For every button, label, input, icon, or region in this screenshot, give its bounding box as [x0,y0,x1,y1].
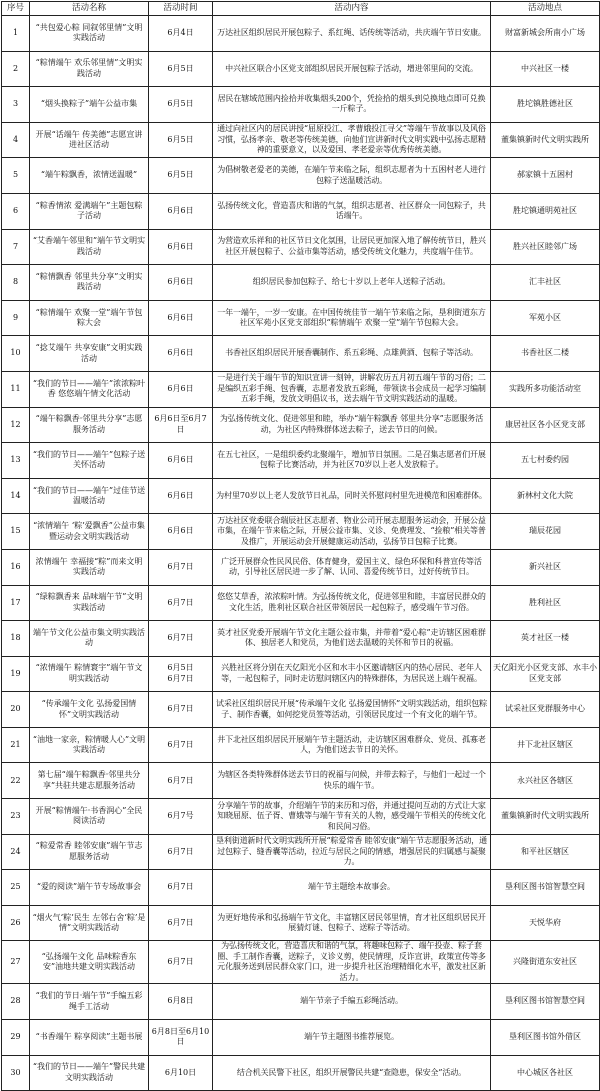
activity-place: 汇丰社区 [491,265,600,301]
table-row [2,229,600,265]
table-row [2,549,600,585]
activity-time: 6月5日 [149,158,213,194]
activity-name: “油地一家亲，粽情暖人心”文明实践活动 [30,727,149,763]
activity-content: 为营造欢乐祥和的社区节日文化氛围，让居民更加深入地了解传统节日，胜兴社区开展包粽子、公益市集等活动，感受传统文化魅力，共度端午佳节。 [213,229,491,265]
table-row [2,905,600,941]
activity-content: 通过向社区内的居民讲授“屈原投江、孝曹娥投江寻父”等端午节故事以及风俗习惯，弘扬孝亲、敬老等传统美德，向他们宣讲新时代文明实践中弘扬志愿精神的重要意义，以及爱国、孝老爱亲等优秀传统美德。 [213,122,491,158]
activity-place: 试采社区党群服务中心 [491,692,600,728]
activity-place: 胜利社区 [491,585,600,621]
table-row [2,158,600,194]
header-no: 序号 [2,2,30,16]
table-row [2,514,600,550]
activity-content: 组织居民参加包粽子、给七十岁以上老年人送粽子活动。 [213,265,491,301]
activity-time: 6月7日 [149,585,213,621]
activity-name: 开展“话端午 传美德”志愿宣讲进社区活动 [30,122,149,158]
table-body [2,16,600,1091]
row-number: 16 [2,549,30,585]
table-row [2,834,600,870]
table-row [2,87,600,123]
activity-name: “爱的阅读”端午节专场故事会 [30,870,149,906]
activity-content: 在五七社区，一是组织委约北聚端午，增加节日氛围。二是召集志愿者们开展包粽子比赛活动，并为社区70岁以上老人发放粽子。 [213,443,491,479]
activity-name: 开展“粽情端午·书香润心”全民阅读活动 [30,799,149,835]
activity-time: 6月7日 [149,941,213,984]
activity-schedule-table [1,1,600,1091]
table-row [2,336,600,372]
table-row [2,763,600,799]
activity-name: “粽情端午 欢乐邻里情”文明实践活动 [30,51,149,87]
table-row [2,1020,600,1056]
row-number: 26 [2,905,30,941]
activity-name: “艾香端午邻里和”端午节文明实践活动 [30,229,149,265]
table-row [2,371,600,407]
activity-place: 新林村文化大院 [491,478,600,514]
activity-place: 天悦华府 [491,905,600,941]
activity-name: “浓情端午 粽情寰宇”端午节文明实践活动 [30,656,149,692]
activity-time: 6月7日 [149,763,213,799]
table-row [2,656,600,692]
activity-content: 为村里70岁以上老人发放节日礼品，同时关怀慰问村里先进模范和困难群体。 [213,478,491,514]
activity-name: “烟火气‘粽’民生 左邻右舍‘粽’是情”文明实践活动 [30,905,149,941]
activity-content: 端午节主题绘本故事会。 [213,870,491,906]
row-number: 3 [2,87,30,123]
activity-place: 垦利区图书馆外借区 [491,1020,600,1056]
activity-place: 天亿阳光小区党支部、水丰小区党支部 [491,656,600,692]
activity-name: “烟头换粽子”端午公益市集 [30,87,149,123]
activity-time: 6月7日 [149,870,213,906]
activity-place: 井下北社区辖区 [491,727,600,763]
activity-place: 永兴社区各辖区 [491,763,600,799]
header-place: 活动地点 [491,2,600,16]
activity-content: 万达社区党委联合瑞辰社区志愿者、物业公司开展志愿服务运动会，开展公益市集，在端午节来临之际，开展公益市集、义诊、免费理发、“捡粮”相关等普及推广，开展运动会开展健康运动活动，弘扬节日包粽子比赛。 [213,514,491,550]
activity-content: 端午节亲子手编五彩绳活动。 [213,984,491,1020]
table-row [2,870,600,906]
activity-place: 胜兴社区睦邻广场 [491,229,600,265]
activity-time: 6月5日 [149,122,213,158]
activity-time: 6月7日 [149,834,213,870]
activity-time: 6月6日 [149,336,213,372]
activity-content: 端午节主题图书推荐展览。 [213,1020,491,1056]
activity-time: 6月7日 [149,727,213,763]
activity-time: 6月6日 [149,265,213,301]
activity-name: “粽情飘香 邻里共分享”文明实践活动 [30,265,149,301]
table-row [2,692,600,728]
table-row [2,1055,600,1091]
row-number: 30 [2,1055,30,1091]
activity-name: “传承端午文化 弘扬爱国情怀”文明实践活动 [30,692,149,728]
activity-time: 6月6日 [149,478,213,514]
row-number: 6 [2,193,30,229]
row-number: 2 [2,51,30,87]
activity-name: “捻艾端午 共享安康”文明实践活动 [30,336,149,372]
header-time: 活动时间 [149,2,213,16]
row-number: 11 [2,371,30,407]
activity-content: 英才社区党委开展端午节文化主题公益市集，并带着“爱心粽”走访辖区困难群体、独居老人和党员，为他们送去温暖的关怀和节日的祝福。 [213,621,491,657]
table-header-row [2,2,600,16]
activity-name: “粽情端午 欢聚一堂”端午节包粽大会 [30,300,149,336]
activity-content: 兴胜社区将分别在天亿阳光小区和水丰小区邀请辖区内的热心居民、老年人等，一起包粽子，同时走访慰问辖区内的特殊群体，为居民送上端午祝福。 [213,656,491,692]
activity-place: 五七村委约园 [491,443,600,479]
activity-content: 分享端午节的故事，介绍端午节的来历和习俗，并通过提问互动的方式让大家知晓屈原、伍子胥、曹娥等与端午节有关的人物，感受端午节相关的传统文化和民间习俗。 [213,799,491,835]
activity-content: 一是进行关于端午节的知识宣讲一刻钟，讲解农历五月初五端午节的习俗；二是编织五彩手绳、包香囊，志愿者发放五彩绳，带领读书会成员一起学习编制五彩手绳，发放文明倡议书，送去端午节文明实践活动的温暖。 [213,371,491,407]
activity-place: 新兴社区 [491,549,600,585]
activity-time: 6月5日 [149,51,213,87]
activity-content: 居民在辖域范围内捡拾并收集烟头200个，凭捡拾的烟头到兑换地点即可兑换一斤粽子。 [213,87,491,123]
activity-place: 书香社区二楼 [491,336,600,372]
row-number: 21 [2,727,30,763]
row-number: 9 [2,300,30,336]
row-number: 22 [2,763,30,799]
activity-time: 6月7号 [149,799,213,835]
activity-content: 一年一端午，一岁一安康。在中国传统佳节一端午节来临之际，垦利街道东方社区军苑小区党支部组织“粽情端午 欢聚一堂”端午节包粽大会。 [213,300,491,336]
activity-name: 端午节文化公益市集文明实践活动 [30,621,149,657]
activity-time: 6月5日 6月7日 [149,656,213,692]
activity-content: 为弘扬传统文化、促进邻里和睦，举办“端午粽飘香 邻里共分享”志愿服务活动，为社区内特殊群体送去粽子，送去节日的问候。 [213,407,491,443]
activity-place: 英才社区一楼 [491,621,600,657]
activity-time: 6月6日 [149,229,213,265]
activity-time: 6月6日 [149,514,213,550]
table-row [2,443,600,479]
activity-place: 郝家镇十五困村 [491,158,600,194]
activity-name: “弘扬端午文化 品味粽香东安”油地共建文明实践活动 [30,941,149,984]
table-row [2,941,600,984]
table-row [2,585,600,621]
activity-content: 为弘扬传统文化，营造喜庆和谐的气氛，将趣味包粽子、端午投壶、粽子套圈、手工制作香囊，送粽子，义诊义剪，使民情理，反诈宣讲，政策宣传等多元化服务送到居民群众家门口，进一步提升社区治理精细化水平，激发社区新活力。 [213,941,491,984]
activity-content: 垦利街道新时代文明实践所开展“粽爱常香 睦邻安康”端午节志愿服务活动，通过包粽子、缝香囊等活动，拉近与居民之间的情感，增强居民的归属感与凝聚力。 [213,834,491,870]
activity-content: 为更好地传承和弘扬端午节文化，丰富辖区居民邻里情，育才社区组织居民开展猜灯谜、包粽子、送粽子等活动。 [213,905,491,941]
table-row [2,478,600,514]
activity-content: 万达社区组织居民开展包粽子、系红绳、话传统等活动，共庆端午节日安康。 [213,16,491,52]
header-content: 活动内容 [213,2,491,16]
activity-place: 胜坨镇通明苑社区 [491,193,600,229]
row-number: 25 [2,870,30,906]
activity-content: 结合机关民警下社区，组织开展警民共建“查隐患，保安全”活动。 [213,1055,491,1091]
row-number: 1 [2,16,30,52]
table-row [2,16,600,52]
activity-time: 6月8日 [149,984,213,1020]
activity-time: 6月6日 [149,193,213,229]
activity-name: “端午粽飘香，浓情送温暖” [30,158,149,194]
activity-time: 6月6日 [149,371,213,407]
activity-content: 悠悠艾草香，浓浓粽叶情。为弘扬传统文化，促进邻里和睦，丰富居民群众的文化生活，胜利社区联合社区带领居民一起包粽子，感受端午节习俗。 [213,585,491,621]
activity-time: 6月10日 [149,1055,213,1091]
row-number: 5 [2,158,30,194]
activity-place: 董集镇新时代文明实践所 [491,799,600,835]
table-row [2,300,600,336]
activity-content: 广泛开展群众性民风民俗、体育健身，爱国主义、绿色环保和科普宣传等活动，引导社区居民进一步了解、认同、喜爱传统节日，过好传统节日。 [213,549,491,585]
row-number: 23 [2,799,30,835]
activity-name: “我们的节日——端午”包粽子送关怀活动 [30,443,149,479]
row-number: 7 [2,229,30,265]
activity-time: 6月7日 [149,692,213,728]
activity-content: 井下北社区组织居民开展端午节主题活动，走访辖区困难群众、党员、孤寡老人，为他们送去节日的关怀。 [213,727,491,763]
activity-place: 董集镇新时代文明实践所 [491,122,600,158]
activity-place: 垦利区图书馆智慧空间 [491,870,600,906]
activity-time: 6月7日 [149,549,213,585]
activity-name: 第七届“端午粽飘香·邻里共分享”共驻共建志愿服务活动 [30,763,149,799]
table-row [2,621,600,657]
row-number: 12 [2,407,30,443]
activity-name: “我们的节日——端午”浓浓粽叶香 悠悠端午情文化活动 [30,371,149,407]
row-number: 28 [2,984,30,1020]
activity-place: 军苑小区 [491,300,600,336]
activity-content: 弘扬传统文化，营造喜庆和谐的气氛，组织志愿者、社区群众一同包粽子，共话端午。 [213,193,491,229]
activity-time: 6月4日 [149,16,213,52]
activity-name: “书香端午 粽享阅读”主题书展 [30,1020,149,1056]
activity-content: 试采社区组织居民开展“传承端午文化 弘扬爱国情怀”文明实践活动，组织包粽子、制作香囊，如何挖党员签等活动，引领居民度过一个有文化的端午节。 [213,692,491,728]
activity-time: 6月6日 [149,300,213,336]
activity-name: 浓情端午 幸福接“粽”而来文明实践活动 [30,549,149,585]
row-number: 27 [2,941,30,984]
row-number: 13 [2,443,30,479]
table-row [2,727,600,763]
table-row [2,984,600,1020]
activity-time: 6月7日 [149,621,213,657]
row-number: 14 [2,478,30,514]
row-number: 19 [2,656,30,692]
table-row [2,407,600,443]
activity-name: “我们的节日——端午”警民共建文明实践活动 [30,1055,149,1091]
row-number: 10 [2,336,30,372]
activity-place: 兴隆街道东安社区 [491,941,600,984]
table-row [2,122,600,158]
table-row [2,265,600,301]
table-row [2,51,600,87]
activity-place: 胜坨镇胜德社区 [491,87,600,123]
activity-content: 为辖区各类特殊群体送去节日的祝福与问候，并带去粽子，与他们一起过一个快乐的端午节。 [213,763,491,799]
row-number: 17 [2,585,30,621]
activity-place: 财富新城会所南小广场 [491,16,600,52]
table-row [2,799,600,835]
activity-place: 和平社区辖区 [491,834,600,870]
row-number: 29 [2,1020,30,1056]
table-row [2,193,600,229]
row-number: 15 [2,514,30,550]
activity-time: 6月8日至6月10日 [149,1020,213,1056]
activity-name: “我们的节日——端午”过佳节送温暖活动 [30,478,149,514]
activity-time: 6月7日 [149,905,213,941]
activity-name: “我们的节日·端午节”手编五彩绳手工活动 [30,984,149,1020]
activity-place: 瑞辰花园 [491,514,600,550]
row-number: 18 [2,621,30,657]
activity-name: “共包爱心粽 同叙邻里情”文明实践活动 [30,16,149,52]
activity-place: 实践所多功能活动室 [491,371,600,407]
row-number: 4 [2,122,30,158]
row-number: 8 [2,265,30,301]
activity-time: 6月6日 [149,443,213,479]
row-number: 20 [2,692,30,728]
activity-place: 垦利区图书馆智慧空间 [491,984,600,1020]
activity-place: 中兴社区一楼 [491,51,600,87]
activity-name: “粽爱常香 睦邻安康”端午节志愿服务活动 [30,834,149,870]
activity-content: 书香社区组织居民开展香囊制作、系五彩绳、点雄黄酒、包粽子等活动。 [213,336,491,372]
activity-name: “粽香情浓 爱满端午”主题包粽子活动 [30,193,149,229]
row-number: 24 [2,834,30,870]
header-name: 活动名称 [30,2,149,16]
activity-content: 为倡树敬老爱老的美德，在端午节来临之际，组织志愿者为十五困村老人进行包粽子送温暖活动。 [213,158,491,194]
activity-name: “绿粽飘香来 品味端午节”文明实践活动 [30,585,149,621]
activity-place: 康居社区各小区党支部 [491,407,600,443]
activity-place: 中心城区各社区 [491,1055,600,1091]
activity-time: 6月5日 [149,87,213,123]
activity-time: 6月6日至6月7日 [149,407,213,443]
activity-content: 中兴社区联合小区党支部组织居民开展包粽子活动，增进邻里间的交流。 [213,51,491,87]
activity-name: “浓情端午 ‘粽’爱飘香”公益市集暨运动会文明实践活动 [30,514,149,550]
activity-name: “端午粽飘香·邻里共分享”志愿服务活动 [30,407,149,443]
